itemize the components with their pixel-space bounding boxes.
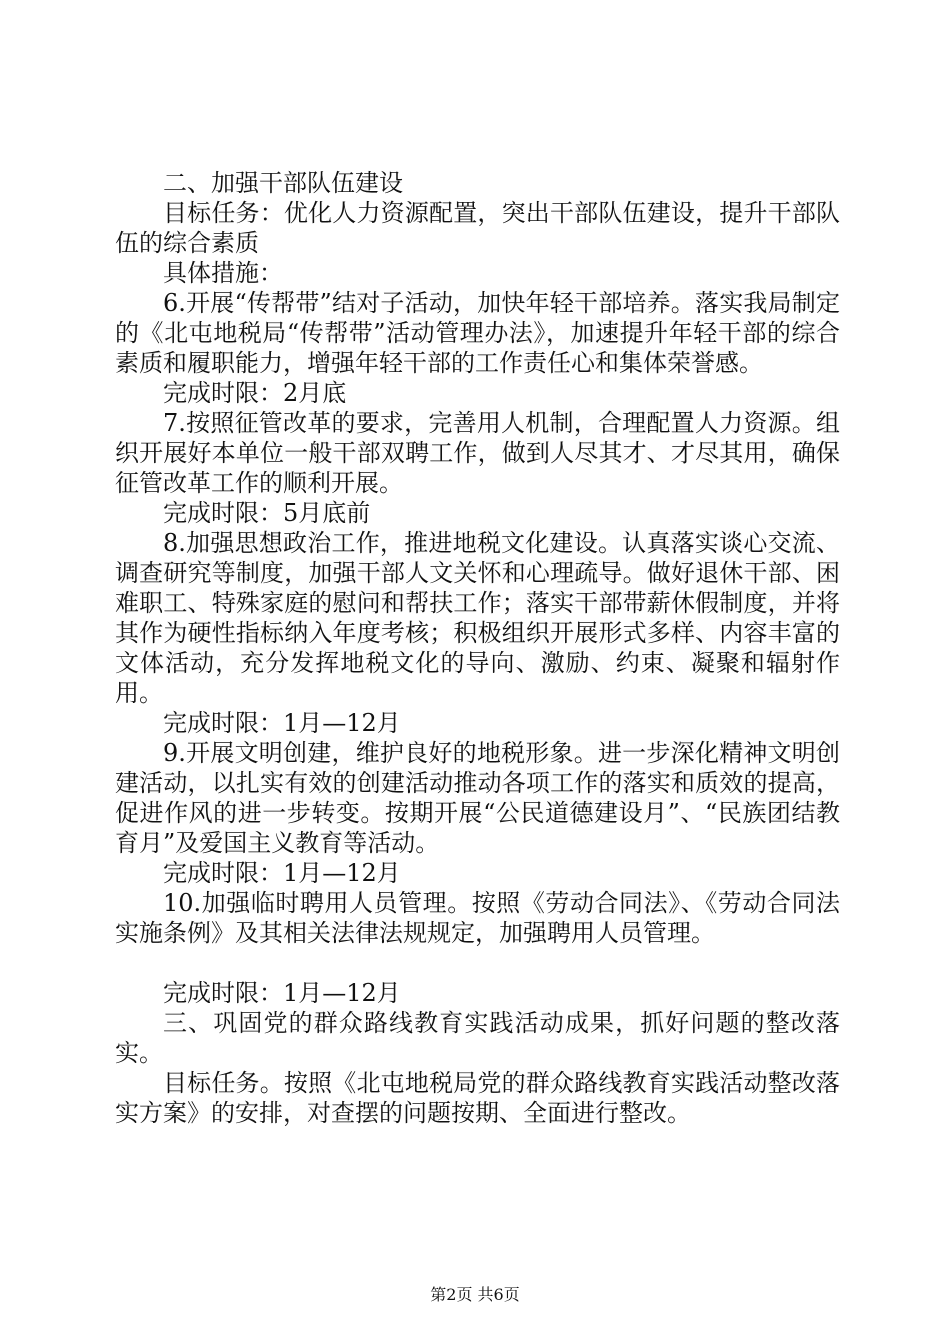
paragraph: 具体措施： bbox=[163, 259, 283, 287]
section-heading-2: 二、加强干部队伍建设 bbox=[163, 169, 403, 197]
paragraph: 10.加强临时聘用人员管理。按照《劳动合同法》、《劳动合同法实施条例》及其相关法律法规规定，加强聘用人员管理。 bbox=[115, 889, 840, 947]
page-footer: 第2页 共6页 bbox=[430, 1285, 520, 1304]
deadline-line: 完成时限：5月底前 bbox=[163, 499, 371, 527]
paragraph: 目标任务：优化人力资源配置，突出干部队伍建设，提升干部队伍的综合素质 bbox=[115, 199, 840, 257]
deadline-line: 完成时限：1月—12月 bbox=[163, 979, 401, 1007]
paragraph: 目标任务。按照《北屯地税局党的群众路线教育实践活动整改落实方案》的安排，对查摆的问题按期、全面进行整改。 bbox=[115, 1069, 840, 1127]
deadline-line: 完成时限：1月—12月 bbox=[163, 709, 401, 737]
deadline-line: 完成时限：1月—12月 bbox=[163, 859, 401, 887]
paragraph: 8.加强思想政治工作，推进地税文化建设。认真落实谈心交流、调查研究等制度，加强干部人文关怀和心理疏导。做好退休干部、困难职工、特殊家庭的慰问和帮扶工作；落实干部带薪休假制度，并将其作为硬性指标纳入年度考核；积极组织开展形式多样、内容丰富的文体活动，充分发挥地税文化的导向、激励、约束、凝聚和辐射作用。 bbox=[115, 529, 840, 707]
paragraph: 9.开展文明创建，维护良好的地税形象。进一步深化精神文明创建活动，以扎实有效的创建活动推动各项工作的落实和质效的提高，促进作风的进一步转变。按期开展“公民道德建设月”、“民族团结教育月”及爱国主义教育等活动。 bbox=[115, 739, 840, 857]
document-body bbox=[115, 168, 840, 1128]
paragraph: 7.按照征管改革的要求，完善用人机制，合理配置人力资源。组织开展好本单位一般干部双聘工作，做到人尽其才、才尽其用，确保征管改革工作的顺利开展。 bbox=[115, 409, 840, 497]
section-heading-3: 三、巩固党的群众路线教育实践活动成果，抓好问题的整改落实。 bbox=[115, 1009, 840, 1067]
paragraph: 6.开展“传帮带”结对子活动，加快年轻干部培养。落实我局制定的《北屯地税局“传帮带”活动管理办法》，加速提升年轻干部的综合素质和履职能力，增强年轻干部的工作责任心和集体荣誉感。 bbox=[115, 289, 840, 377]
deadline-line: 完成时限：2月底 bbox=[163, 379, 347, 407]
